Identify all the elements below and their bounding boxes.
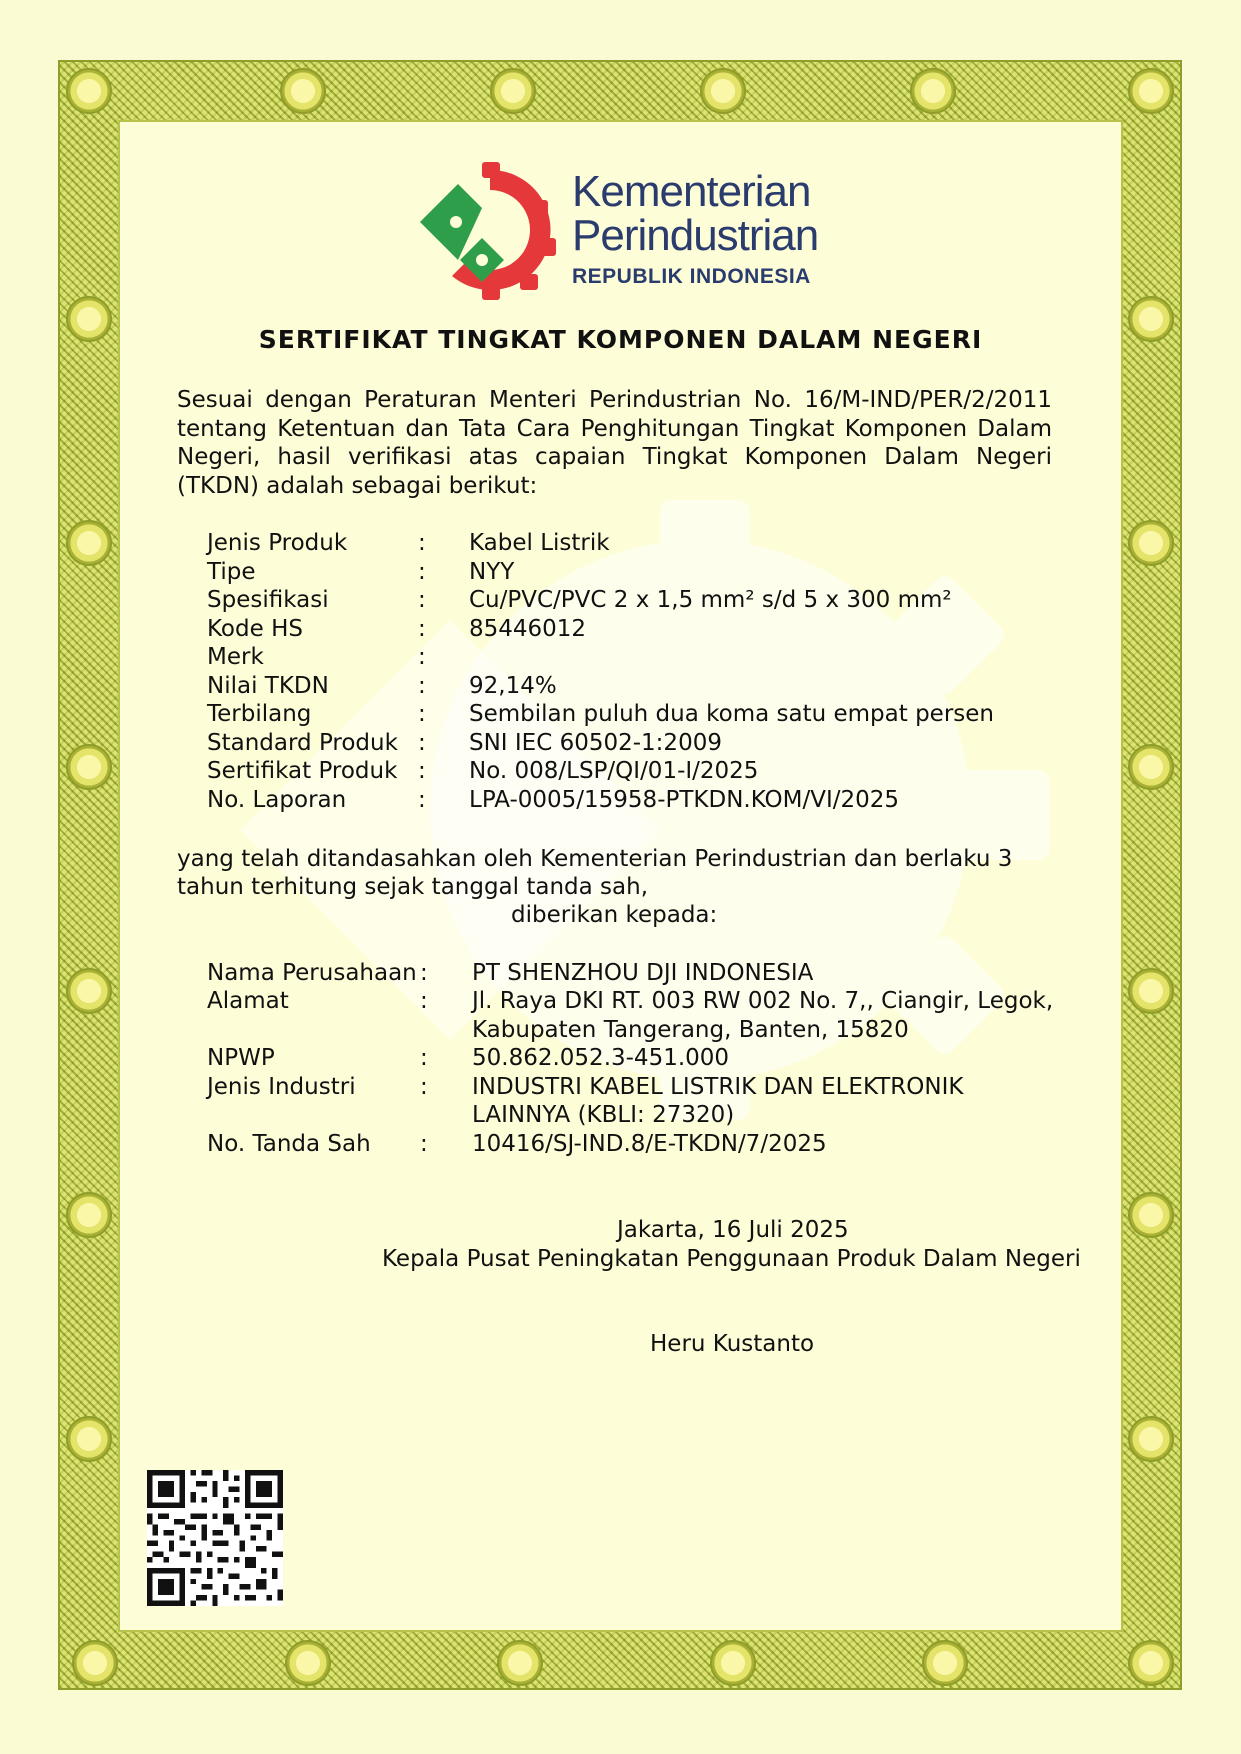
wordmark-line-2: Perindustrian (572, 211, 819, 260)
qr-code[interactable] (147, 1470, 283, 1606)
given-to-text: diberikan kepada: (511, 902, 718, 928)
garuda-emblem-icon (710, 1640, 756, 1686)
detail-label: No. Laporan (207, 787, 347, 813)
company-label: No. Tanda Sah (207, 1131, 371, 1157)
company-label: Jenis Industri (207, 1074, 356, 1100)
garuda-emblem-icon (66, 968, 112, 1014)
validation-number: 10416/SJ-IND.8/E-TKDN/7/2025 (472, 1131, 827, 1157)
garuda-emblem-icon (497, 1640, 543, 1686)
company-separator: : (420, 1131, 428, 1157)
ministry-wordmark (572, 167, 819, 289)
detail-label: Merk (207, 644, 264, 670)
garuda-emblem-icon (66, 744, 112, 790)
garuda-emblem-icon (66, 1416, 112, 1462)
garuda-emblem-icon (66, 68, 112, 114)
garuda-emblem-icon (66, 520, 112, 566)
detail-separator: : (418, 587, 426, 613)
wordmark-line-3: REPUBLIK INDONESIA (572, 265, 811, 288)
company-industry-cont: LAINNYA (KBLI: 27320) (472, 1102, 735, 1128)
garuda-emblem-icon (1128, 68, 1174, 114)
garuda-emblem-icon (910, 68, 956, 114)
company-npwp: 50.862.052.3-451.000 (472, 1045, 730, 1071)
detail-label: Sertifikat Produk (207, 758, 398, 784)
detail-separator: : (418, 644, 426, 670)
garuda-emblem-icon (700, 68, 746, 114)
detail-value: NYY (469, 559, 515, 585)
detail-separator: : (418, 758, 426, 784)
company-name: PT SHENZHOU DJI INDONESIA (472, 960, 814, 986)
garuda-emblem-icon (1128, 968, 1174, 1014)
company-address-cont: Kabupaten Tangerang, Banten, 15820 (472, 1017, 909, 1043)
company-industry: INDUSTRI KABEL LISTRIK DAN ELEKTRONIK (472, 1074, 964, 1100)
garuda-emblem-icon (1128, 1192, 1174, 1238)
company-separator: : (420, 988, 428, 1014)
garuda-emblem-icon (922, 1640, 968, 1686)
detail-value: LPA-0005/15958-PTKDN.KOM/VI/2025 (469, 787, 900, 813)
detail-label: Nilai TKDN (207, 673, 329, 699)
validity-text-line-1: yang telah ditandasahkan oleh Kementerian Perindustrian dan berlaku 3 (177, 846, 1013, 872)
company-separator: : (420, 1045, 428, 1071)
company-address: Jl. Raya DKI RT. 003 RW 002 No. 7,, Ciangir, Legok, (472, 988, 1054, 1014)
place-date: Jakarta, 16 Juli 2025 (617, 1217, 849, 1243)
detail-separator: : (418, 530, 426, 556)
detail-label: Tipe (207, 559, 256, 585)
garuda-emblem-icon (285, 1640, 331, 1686)
detail-value: 92,14% (469, 673, 557, 699)
garuda-emblem-icon (66, 1192, 112, 1238)
detail-separator: : (418, 701, 426, 727)
intro-paragraph: Sesuai dengan Peraturan Menteri Perindustrian No. 16/M-IND/PER/2/2011 tentang Ketentuan dan Tata Cara Penghitungan Tingkat Komponen Dalam Negeri, hasil verifikasi atas capaian Tingkat Komponen Dalam Negeri (TKDN) adalah sebagai berikut: (177, 387, 1052, 499)
detail-value: Sembilan puluh dua koma satu empat persen (469, 701, 994, 727)
detail-value: No. 008/LSP/QI/01-I/2025 (469, 758, 759, 784)
detail-label: Kode HS (207, 616, 303, 642)
detail-value: Cu/PVC/PVC 2 x 1,5 mm² s/d 5 x 300 mm² (469, 587, 952, 613)
garuda-emblem-icon (72, 1640, 118, 1686)
detail-value: 85446012 (469, 616, 587, 642)
detail-separator: : (418, 787, 426, 813)
validity-text-line-2: tahun terhitung sejak tanggal tanda sah, (177, 874, 649, 900)
garuda-emblem-icon (280, 68, 326, 114)
company-label: NPWP (207, 1045, 275, 1071)
company-separator: : (420, 1074, 428, 1100)
certificate-title: SERTIFIKAT TINGKAT KOMPONEN DALAM NEGERI (258, 325, 983, 354)
detail-value: SNI IEC 60502-1:2009 (469, 730, 722, 756)
garuda-emblem-icon (490, 68, 536, 114)
detail-separator: : (418, 559, 426, 585)
detail-separator: : (418, 673, 426, 699)
detail-separator: : (418, 616, 426, 642)
garuda-emblem-icon (1128, 744, 1174, 790)
detail-separator: : (418, 730, 426, 756)
detail-label: Standard Produk (207, 730, 398, 756)
gear-logo-icon (420, 160, 560, 300)
detail-label: Terbilang (207, 701, 312, 727)
detail-label: Jenis Produk (207, 530, 348, 556)
detail-label: Spesifikasi (207, 587, 329, 613)
wordmark-line-1: Kementerian (572, 167, 811, 216)
company-separator: : (420, 960, 428, 986)
garuda-emblem-icon (1128, 520, 1174, 566)
company-label: Nama Perusahaan (207, 960, 417, 986)
signatory-position: Kepala Pusat Peningkatan Penggunaan Produk Dalam Negeri (382, 1246, 1081, 1272)
company-label: Alamat (207, 988, 289, 1014)
signatory-name: Heru Kustanto (650, 1331, 815, 1357)
garuda-emblem-icon (1128, 1416, 1174, 1462)
garuda-emblem-icon (1128, 1640, 1174, 1686)
detail-value: Kabel Listrik (469, 530, 610, 556)
